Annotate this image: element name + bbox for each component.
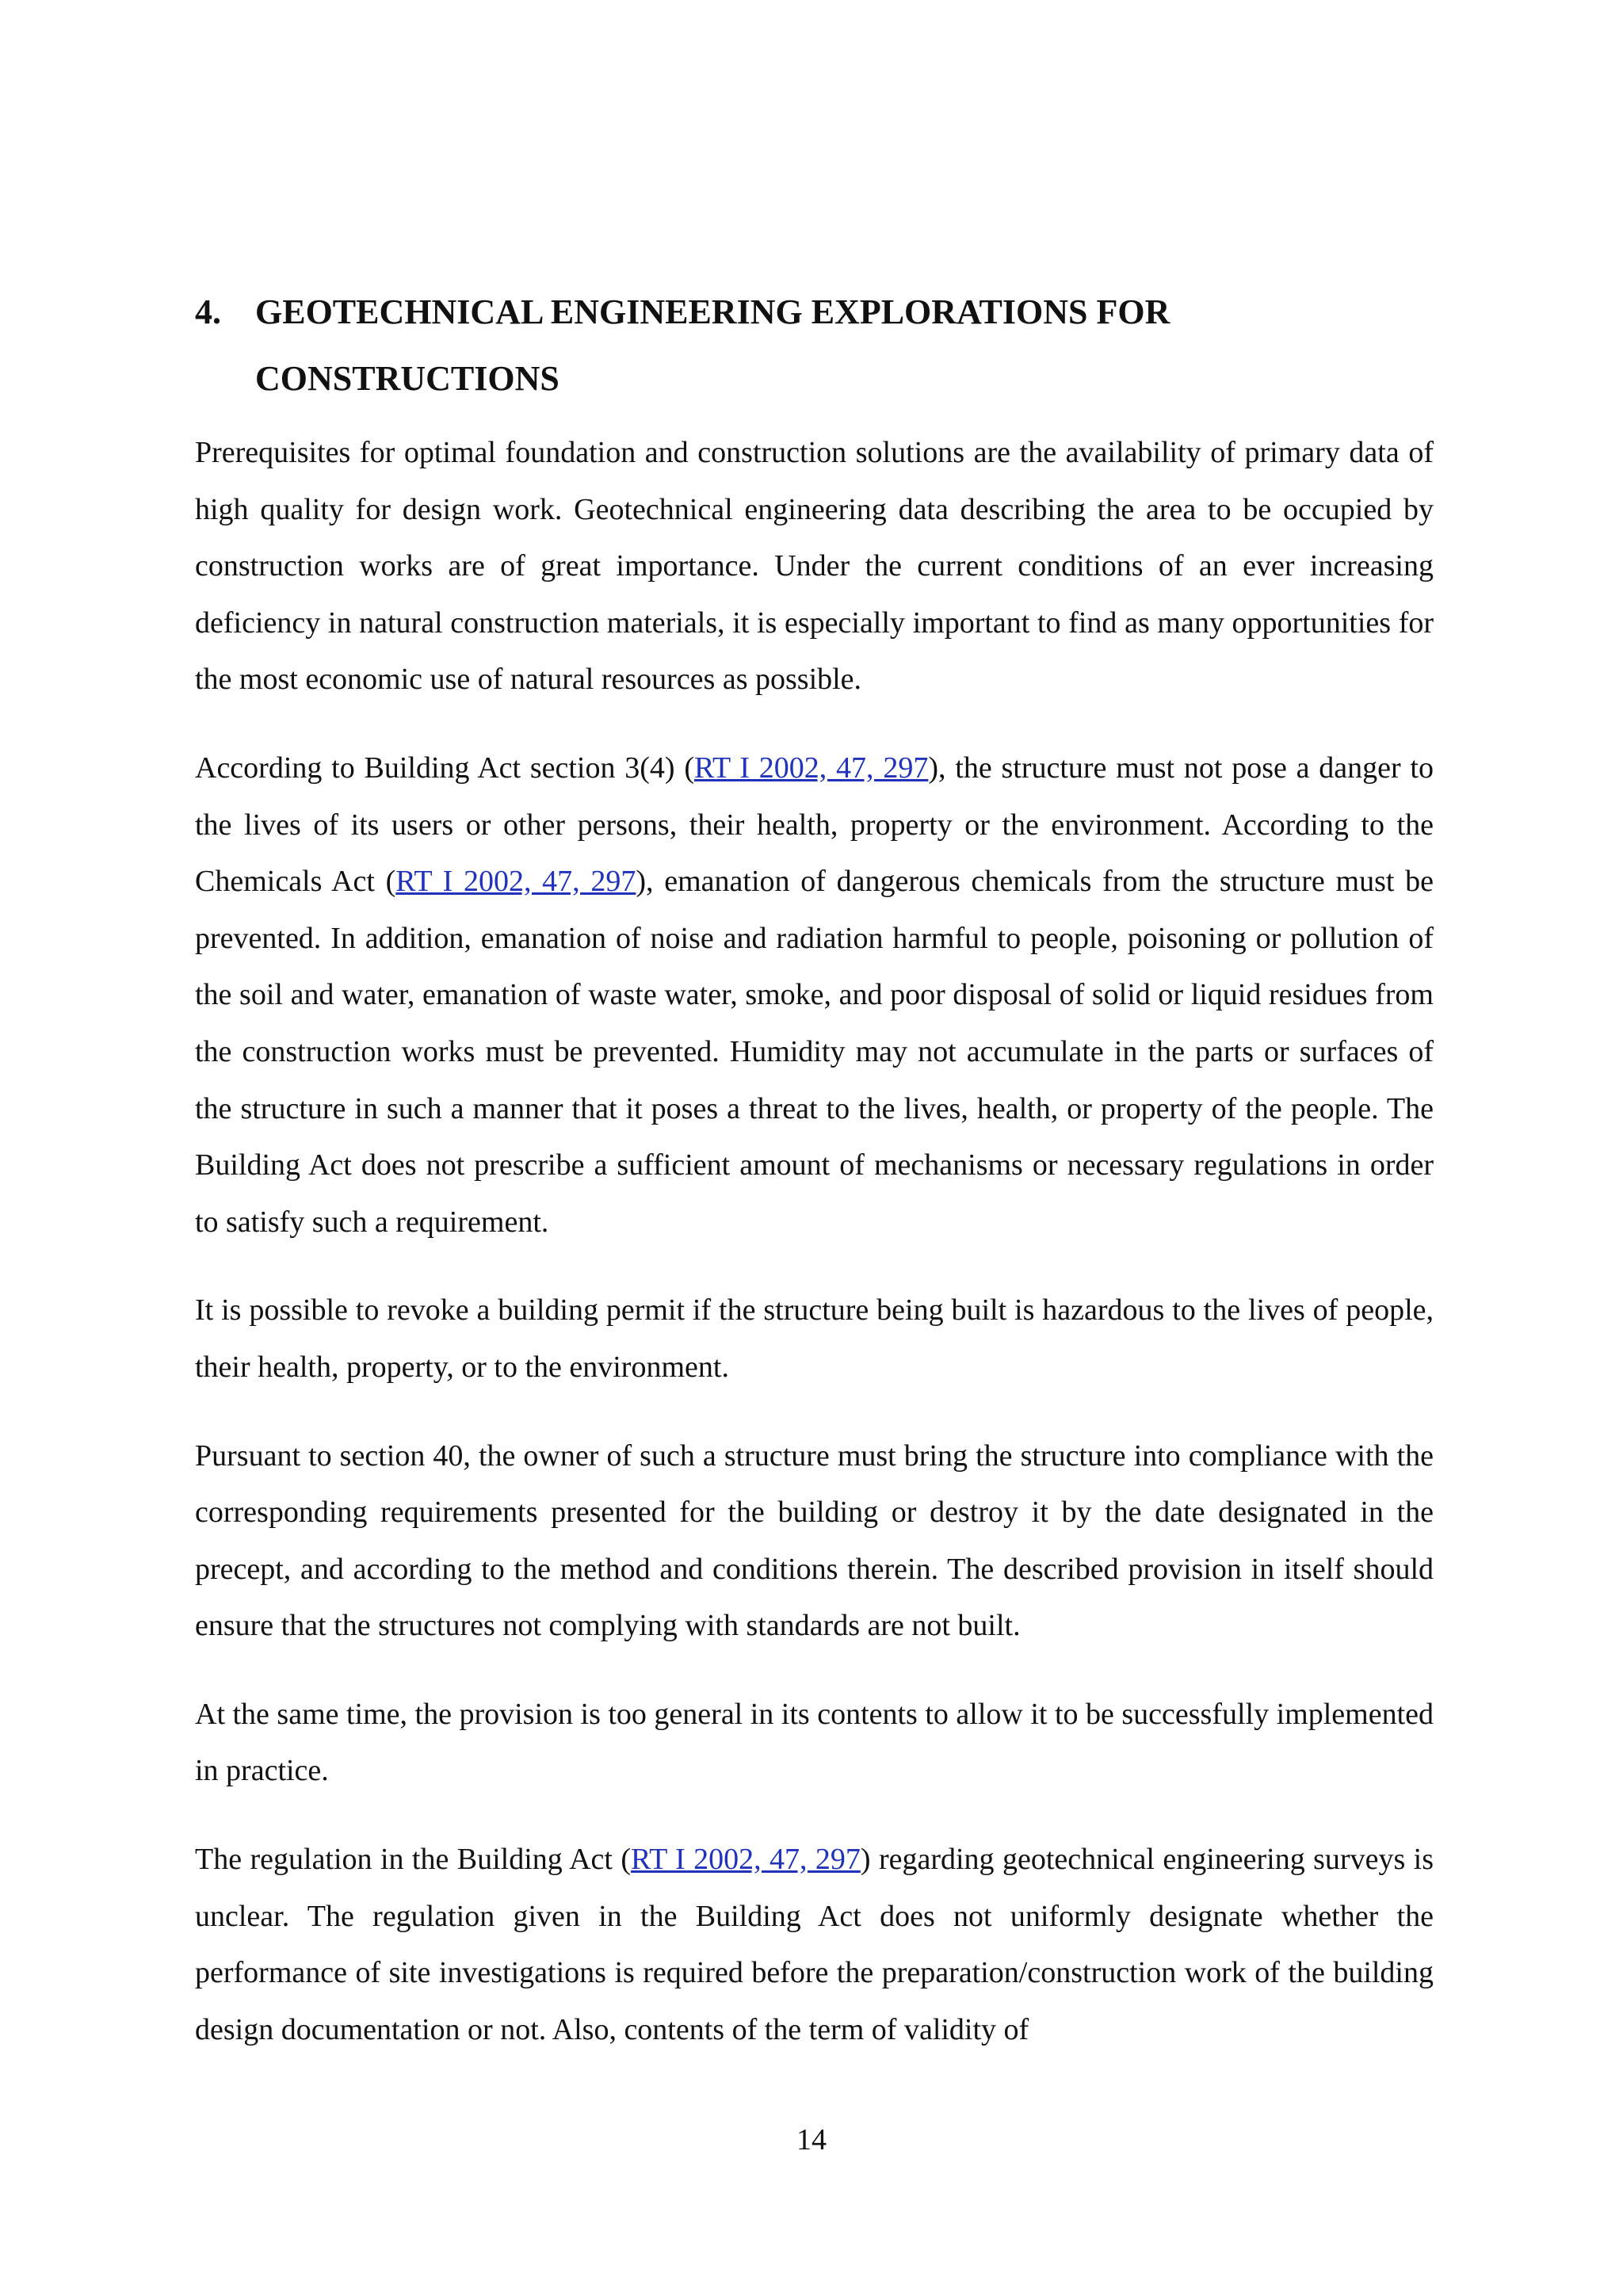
paragraph-6-text-a: The regulation in the Building Act ( [195, 1843, 632, 1877]
body-text [195, 425, 1434, 2090]
paragraph-2 [195, 740, 1434, 1251]
rt-reference-link-3[interactable]: RT I 2002, 47, 297 [631, 1843, 861, 1877]
paragraph-5: At the same time, the provision is too general in its contents to allow it to be successfully implemented in practice. [195, 1697, 1434, 1788]
paragraph-2-text-a: According to Building Act section 3(4) ( [195, 751, 694, 785]
rt-reference-link-1[interactable]: RT I 2002, 47, 297 [693, 751, 929, 785]
section-title: GEOTECHNICAL ENGINEERING EXPLORATIONS FOR CONSTRUCTIONS [255, 292, 1170, 398]
section-heading [195, 279, 1431, 412]
paragraph-3: It is possible to revoke a building permit if the structure being built is hazardous to the lives of people, their health, property, or to the environment. [195, 1293, 1434, 1384]
rt-reference-link-2[interactable]: RT I 2002, 47, 297 [395, 865, 636, 899]
page-number: 14 [796, 2123, 827, 2157]
paragraph-6-text-b: ) regarding geotechnical engineering surveys is unclear. The regulation given in the Building Act does not uniformly designate whether the performance of site investigations is required before the preparation/construction work of the building design documentation or not. Also, contents of the term of validity of [195, 1843, 1434, 2046]
paragraph-2-text-c: ), emanation of dangerous chemicals from the structure must be prevented. In addition, emanation of noise and radiation harmful to people, poisoning or pollution of the soil and water, emanation of waste water, smoke, and poor disposal of solid or liquid residues from the construction works must be prevented. Humidity may not accumulate in the parts or surfaces of the structure in such a manner that it poses a threat to the lives, health, or property of the people. The Building Act does not prescribe a sufficient amount of mechanisms or necessary regulations in order to satisfy such a requirement. [195, 865, 1434, 1239]
paragraph-1: Prerequisites for optimal foundation and construction solutions are the availability of primary data of high quality for design work. Geotechnical engineering data describing the area to be occupied by construction works are of great importance. Under the current conditions of an ever increasing deficiency in natural construction materials, it is especially important to find as many opportunities for the most economic use of natural resources as possible. [195, 436, 1434, 697]
paragraph-4: Pursuant to section 40, the owner of such a structure must bring the structure into compliance with the corresponding requirements presented for the building or destroy it by the date designated in the precept, and according to the method and conditions therein. The described provision in itself should ensure that the structures not complying with standards are not built. [195, 1438, 1434, 1643]
section-number: 4. [195, 292, 221, 331]
paragraph-2-text-b: ), the structure must not pose a danger to the lives of its users or other persons, their health, property or the environment. According to the Chemicals Act ( [195, 751, 1434, 899]
paragraph-6 [195, 1832, 1434, 2058]
